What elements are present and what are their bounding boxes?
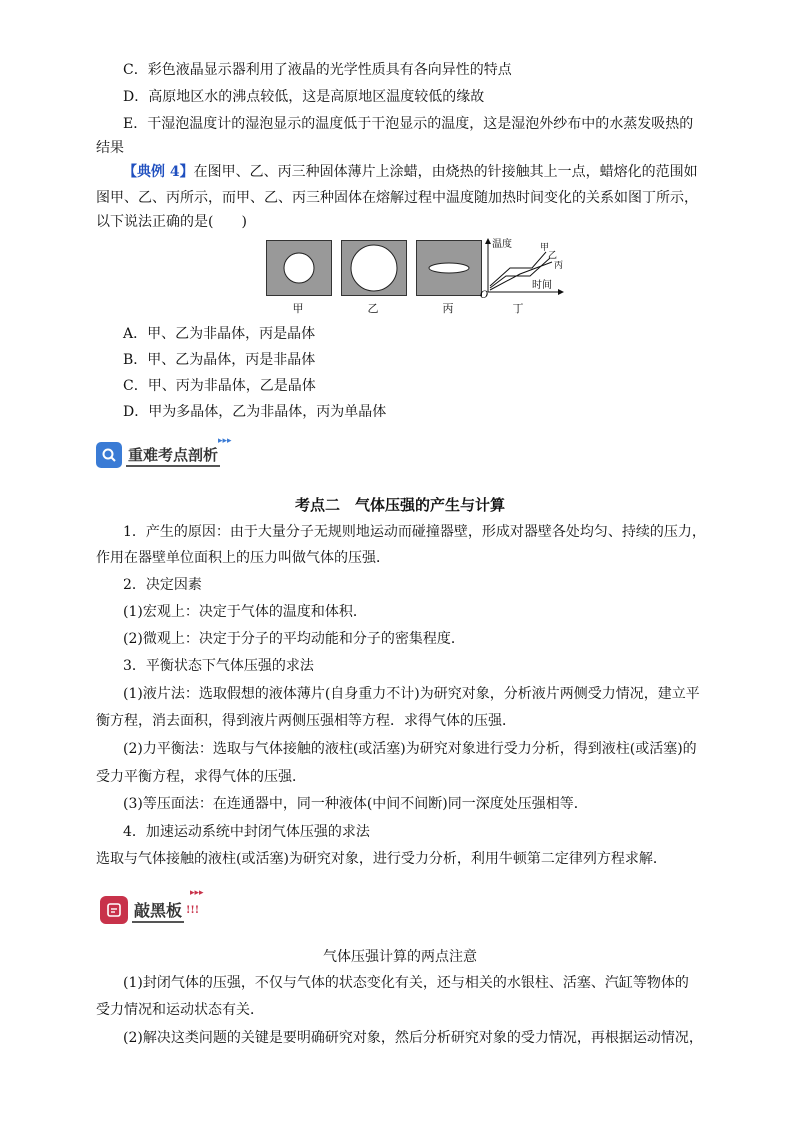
section-p3: 3．平衡状态下气体压强的求法 bbox=[123, 658, 314, 674]
section-p2-1: (1)宏观上：决定于气体的温度和体积． bbox=[123, 604, 367, 620]
section-p2: 2．决定因素 bbox=[123, 577, 202, 593]
graph-ylabel: 温度 bbox=[492, 239, 512, 250]
note-2: (2)解决这类问题的关键是要明确研究对象，然后分析研究对象的受力情况，再根据运动情况， bbox=[123, 1030, 703, 1046]
section-p2-2: (2)微观上：决定于分子的平均动能和分子的密集程度． bbox=[123, 631, 465, 647]
section-badge bbox=[96, 436, 232, 468]
example4-text1: 在图甲、乙、丙三种固体薄片上涂蜡，由烧热的针接触其上一点，蜡熔化的范围如 bbox=[193, 164, 698, 180]
example4-line2: 图甲、乙、丙所示，而甲、乙、丙三种固体在熔解过程中温度随加热时间变化的关系如图丁所示， bbox=[96, 190, 698, 206]
option-e-line2: 结果 bbox=[96, 140, 124, 156]
example4-option-d: D．甲为多晶体，乙为非晶体，丙为单晶体 bbox=[123, 404, 387, 420]
example4-figure bbox=[266, 239, 566, 315]
graph-xlabel: 时间 bbox=[532, 280, 552, 291]
example4-line1 bbox=[123, 162, 698, 182]
curve-label-yi: 乙 bbox=[548, 251, 558, 261]
blackboard-badge bbox=[100, 888, 204, 924]
graph-origin: O bbox=[480, 290, 489, 300]
arrows-icon-2: ▸▸▸ bbox=[190, 888, 204, 898]
section-badge-label: 重难考点剖析 bbox=[126, 444, 220, 467]
section-p4-1: 选取与气体接触的液柱(或活塞)为研究对象，进行受力分析，利用牛顿第二定律列方程求解． bbox=[96, 851, 667, 867]
option-c: C．彩色液晶显示器利用了液晶的光学性质具有各向异性的特点 bbox=[123, 62, 512, 78]
label-ding: 丁 bbox=[512, 302, 524, 315]
example4-option-c: C．甲、丙为非晶体，乙是晶体 bbox=[123, 378, 316, 394]
option-e-line1: E．干湿泡温度计的湿泡显示的温度低于干泡显示的温度，这是湿泡外纱布中的水蒸发吸热的 bbox=[123, 116, 694, 132]
section-p3-1b: 衡方程，消去面积，得到液片两侧压强相等方程．求得气体的压强． bbox=[96, 713, 516, 729]
section-title: 考点二 气体压强的产生与计算 bbox=[294, 496, 505, 514]
curve-label-bing: 丙 bbox=[554, 261, 564, 271]
example4-tag: 【典例 4】 bbox=[123, 164, 194, 180]
option-d: D．高原地区水的沸点较低，这是高原地区温度较低的缘故 bbox=[123, 89, 485, 105]
section-p3-1a: (1)液片法：选取假想的液体薄片(自身重力不计)为研究对象，分析液片两侧受力情况，建立平 bbox=[123, 686, 700, 702]
section-p3-3: (3)等压面法：在连通器中，同一种液体(中间不间断)同一深度处压强相等． bbox=[123, 796, 588, 812]
label-bing: 丙 bbox=[442, 302, 454, 315]
label-yi: 乙 bbox=[367, 302, 379, 315]
section-p3-2b: 受力平衡方程，求得气体的压强． bbox=[96, 769, 306, 785]
section-p4: 4．加速运动系统中封闭气体压强的求法 bbox=[123, 824, 370, 840]
note-1b: 受力情况和运动状态有关． bbox=[96, 1002, 264, 1018]
arrows-icon: ▸▸▸ bbox=[218, 436, 232, 446]
search-icon bbox=[96, 442, 122, 468]
section-p3-2a: (2)力平衡法：选取与气体接触的液柱(或活塞)为研究对象进行受力分析，得到液柱(或活塞)的 bbox=[123, 741, 697, 757]
note-title: 气体压强计算的两点注意 bbox=[323, 949, 477, 965]
example4-option-b: B．甲、乙为晶体，丙是非晶体 bbox=[123, 352, 316, 368]
temperature-time-graph bbox=[480, 236, 566, 300]
note-1a: (1)封闭气体的压强，不仅与气体的状态变化有关，还与相关的水银柱、活塞、汽缸等物体的 bbox=[123, 975, 689, 991]
curve-label-jia: 甲 bbox=[540, 243, 550, 253]
section-p1a: 1．产生的原因：由于大量分子无规则地运动而碰撞器壁，形成对器壁各处均匀、持续的压力， bbox=[123, 524, 706, 540]
example4-option-a: A．甲、乙为非晶体，丙是晶体 bbox=[123, 326, 316, 342]
label-jia: 甲 bbox=[292, 302, 304, 315]
board-icon bbox=[100, 896, 128, 924]
blackboard-badge-label: 敲黑板 bbox=[132, 898, 184, 923]
panel-yi bbox=[341, 240, 407, 296]
panel-bing bbox=[416, 240, 482, 296]
panel-jia bbox=[266, 240, 332, 296]
example4-line3: 以下说法正确的是( ) bbox=[96, 214, 247, 230]
blackboard-mark: !!! bbox=[186, 904, 200, 916]
section-p1b: 作用在器壁单位面积上的压力叫做气体的压强． bbox=[96, 550, 390, 566]
